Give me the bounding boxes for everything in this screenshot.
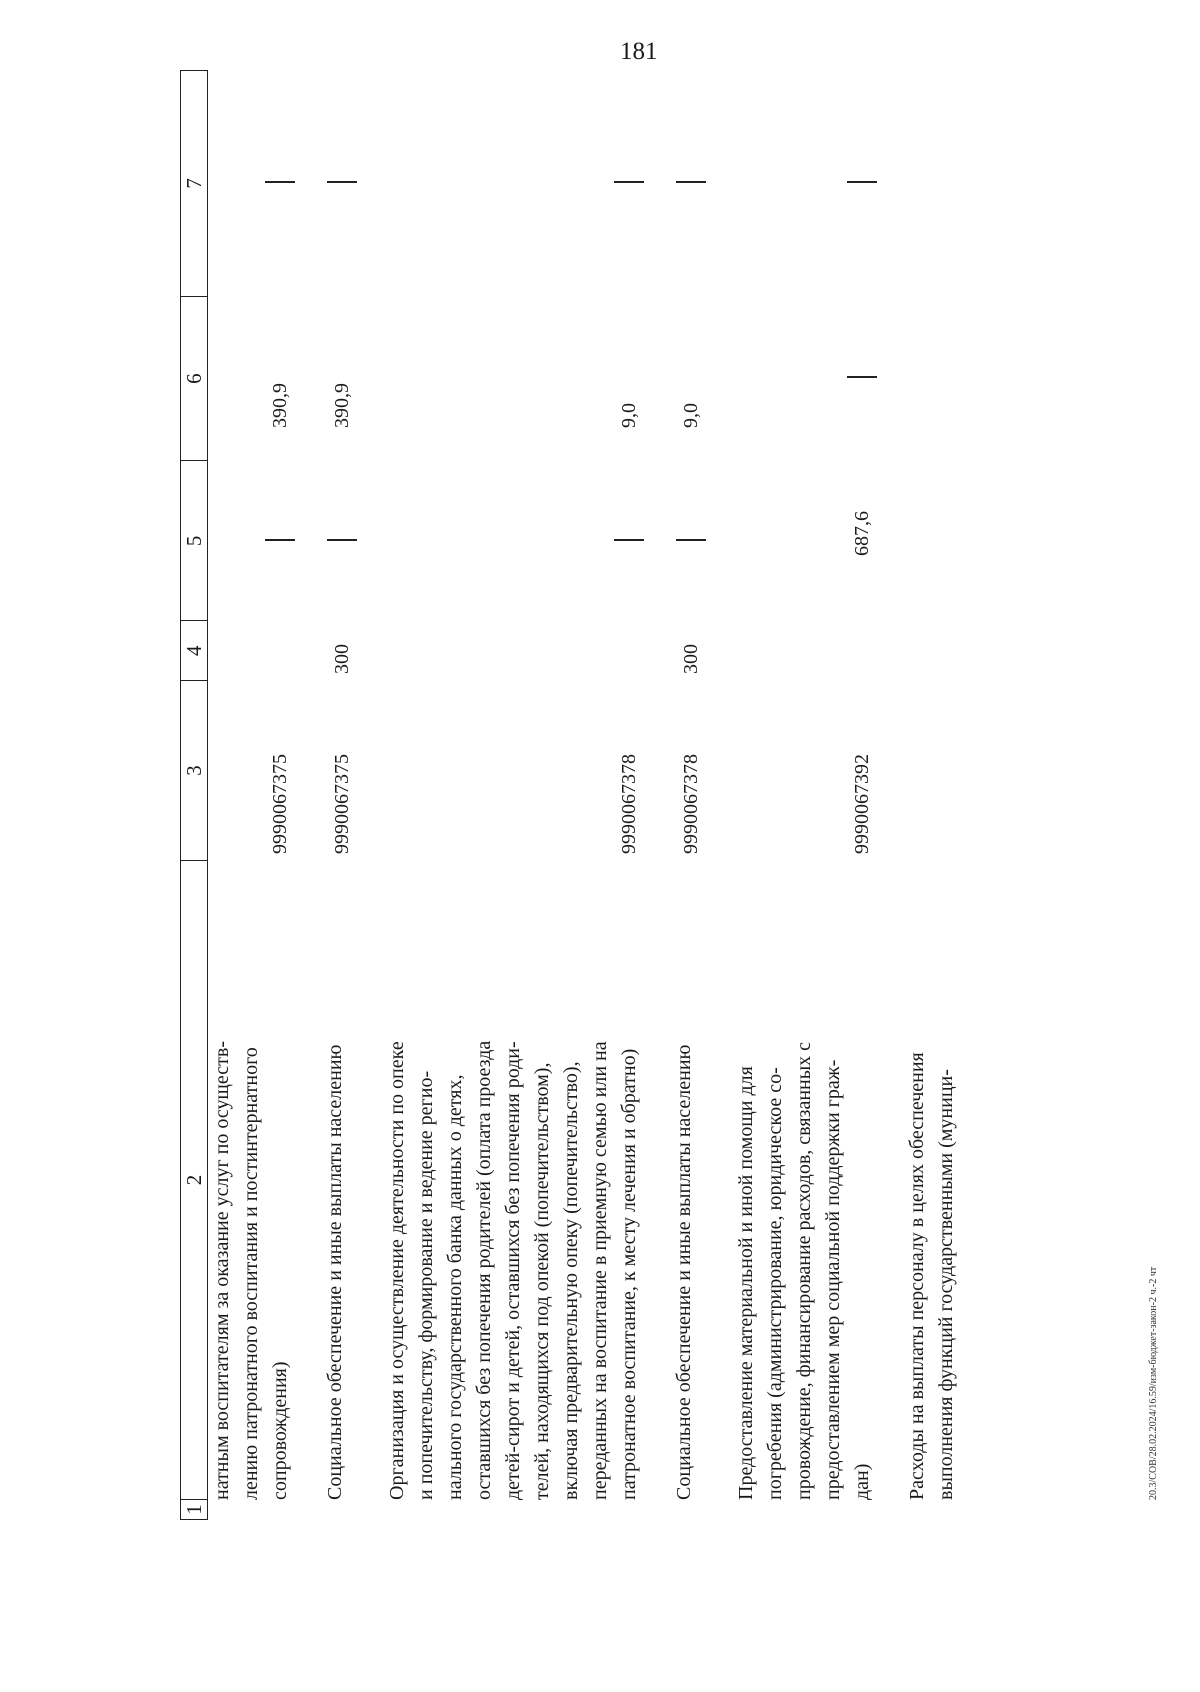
table-row <box>732 70 877 1520</box>
cell-col-1 <box>321 1500 357 1520</box>
page-number: 181 <box>620 38 658 65</box>
description-line: Социальное обеспечение и иные выплаты населению <box>324 1044 346 1500</box>
cell-code-value: 9990067392 <box>851 754 873 854</box>
cell-description <box>732 860 877 1500</box>
description-line: натным воспитателям за оказание услуг по осуществ- <box>211 1041 233 1500</box>
table-header <box>180 70 208 1520</box>
cell-col-7 <box>321 70 357 295</box>
table-body <box>208 70 961 1520</box>
cell-type <box>670 620 706 680</box>
description-line: Социальное обеспечение и иные выплаты населению <box>673 1044 695 1500</box>
cell-col-5-value: 687,6 <box>851 511 873 556</box>
cell-col-6 <box>903 295 961 460</box>
cell-code <box>383 680 644 860</box>
cell-description <box>383 860 644 1500</box>
cell-col-6-value: 390,9 <box>331 383 353 428</box>
cell-description <box>903 860 961 1500</box>
description-line: выполнения функций государственными (муници- <box>935 1069 957 1500</box>
description-line: сопровождения) <box>269 1361 291 1500</box>
dash-mark <box>676 539 706 541</box>
cell-code-value: 9990067378 <box>618 754 640 854</box>
dash-mark <box>847 182 877 184</box>
cell-code-value: 9990067375 <box>269 754 291 854</box>
header-col-7: 7 <box>181 178 206 189</box>
dash-mark <box>614 539 644 541</box>
cell-code <box>208 680 295 860</box>
cell-col-7 <box>670 70 706 295</box>
cell-col-5 <box>321 460 357 620</box>
cell-col-6-value: 9,0 <box>618 403 640 428</box>
footer-code: 20.3/СОВ/28.02.2024/16.59/изм-бюджет-закон-2 ч.-2 чт <box>1148 1266 1159 1500</box>
cell-col-5 <box>670 460 706 620</box>
cell-col-6 <box>732 295 877 460</box>
cell-col-5 <box>732 460 877 620</box>
header-col-4: 4 <box>181 620 207 680</box>
cell-type <box>383 620 644 680</box>
cell-col-5 <box>208 460 295 620</box>
description-line: Предоставление материальной и иной помощи для <box>735 1066 757 1500</box>
cell-col-6-value: 390,9 <box>269 383 291 428</box>
cell-col-1 <box>903 1500 961 1520</box>
cell-type <box>732 620 877 680</box>
description-line: Организация и осуществление деятельности по опеке <box>386 1041 408 1500</box>
table-row <box>903 70 961 1520</box>
cell-code <box>903 680 961 860</box>
description-line: предоставлением мер социальной поддержки граж- <box>822 1059 844 1500</box>
description-line: Расходы на выплаты персоналу в целях обеспечения <box>906 1052 928 1500</box>
cell-type-value: 300 <box>680 644 702 674</box>
description-line: включая предварительную опеку (попечительство), <box>560 1061 582 1500</box>
description-line: оставшихся без попечения родителей (оплата проезда <box>473 1040 495 1500</box>
cell-description <box>208 860 295 1500</box>
cell-col-7 <box>903 70 961 295</box>
cell-col-6 <box>670 295 706 460</box>
cell-col-6-value: 9,0 <box>680 403 702 428</box>
table-row <box>321 70 357 1520</box>
header-col-1: 1 <box>181 1499 207 1519</box>
cell-code <box>321 680 357 860</box>
dash-mark <box>327 182 357 184</box>
table-row <box>383 70 644 1520</box>
header-col-6: 6 <box>181 296 207 461</box>
description-line: патронатное воспитание, к месту лечения и обратно) <box>618 1048 640 1500</box>
cell-col-1 <box>670 1500 706 1520</box>
cell-code-value: 9990067378 <box>680 754 702 854</box>
cell-col-7 <box>383 70 644 295</box>
description-line: переданных на воспитание в приемную семью или на <box>589 1041 611 1500</box>
description-line: погребения (администрирование, юридическое со- <box>764 1067 786 1500</box>
header-col-5: 5 <box>181 460 207 620</box>
cell-description <box>670 860 706 1500</box>
cell-col-7 <box>732 70 877 295</box>
cell-col-1 <box>732 1500 877 1520</box>
cell-col-6 <box>321 295 357 460</box>
cell-code <box>670 680 706 860</box>
header-col-2: 2 <box>181 860 207 1499</box>
header-col-3: 3 <box>181 680 207 860</box>
description-line: нального государственного банка данных о детях, <box>444 1074 466 1500</box>
rotated-table <box>180 70 957 1520</box>
dash-mark <box>847 377 877 379</box>
cell-type <box>208 620 295 680</box>
description-line: провождение, финансирование расходов, связанных с <box>793 1041 815 1500</box>
dash-mark <box>265 182 295 184</box>
dash-mark <box>327 539 357 541</box>
dash-mark <box>265 539 295 541</box>
cell-col-6 <box>208 295 295 460</box>
cell-col-5 <box>383 460 644 620</box>
dash-mark <box>676 182 706 184</box>
cell-type <box>321 620 357 680</box>
cell-code <box>732 680 877 860</box>
cell-col-7 <box>208 70 295 295</box>
cell-col-1 <box>383 1500 644 1520</box>
cell-type-value: 300 <box>331 644 353 674</box>
dash-mark <box>614 182 644 184</box>
cell-col-1 <box>208 1500 295 1520</box>
description-line: и попечительству, формирование и ведение регио- <box>415 1070 437 1500</box>
cell-col-5 <box>903 460 961 620</box>
cell-description <box>321 860 357 1500</box>
cell-type <box>903 620 961 680</box>
table-row <box>670 70 706 1520</box>
table-row <box>208 70 295 1520</box>
cell-code-value: 9990067375 <box>331 754 353 854</box>
description-line: дан) <box>851 1463 873 1500</box>
description-line: телей, находящихся под опекой (попечительством), <box>531 1062 553 1500</box>
description-line: лению патронатного воспитания и постинтернатного <box>240 1047 262 1500</box>
cell-col-6 <box>383 295 644 460</box>
description-line: детей-сирот и детей, оставшихся без попечения роди- <box>502 1041 524 1500</box>
